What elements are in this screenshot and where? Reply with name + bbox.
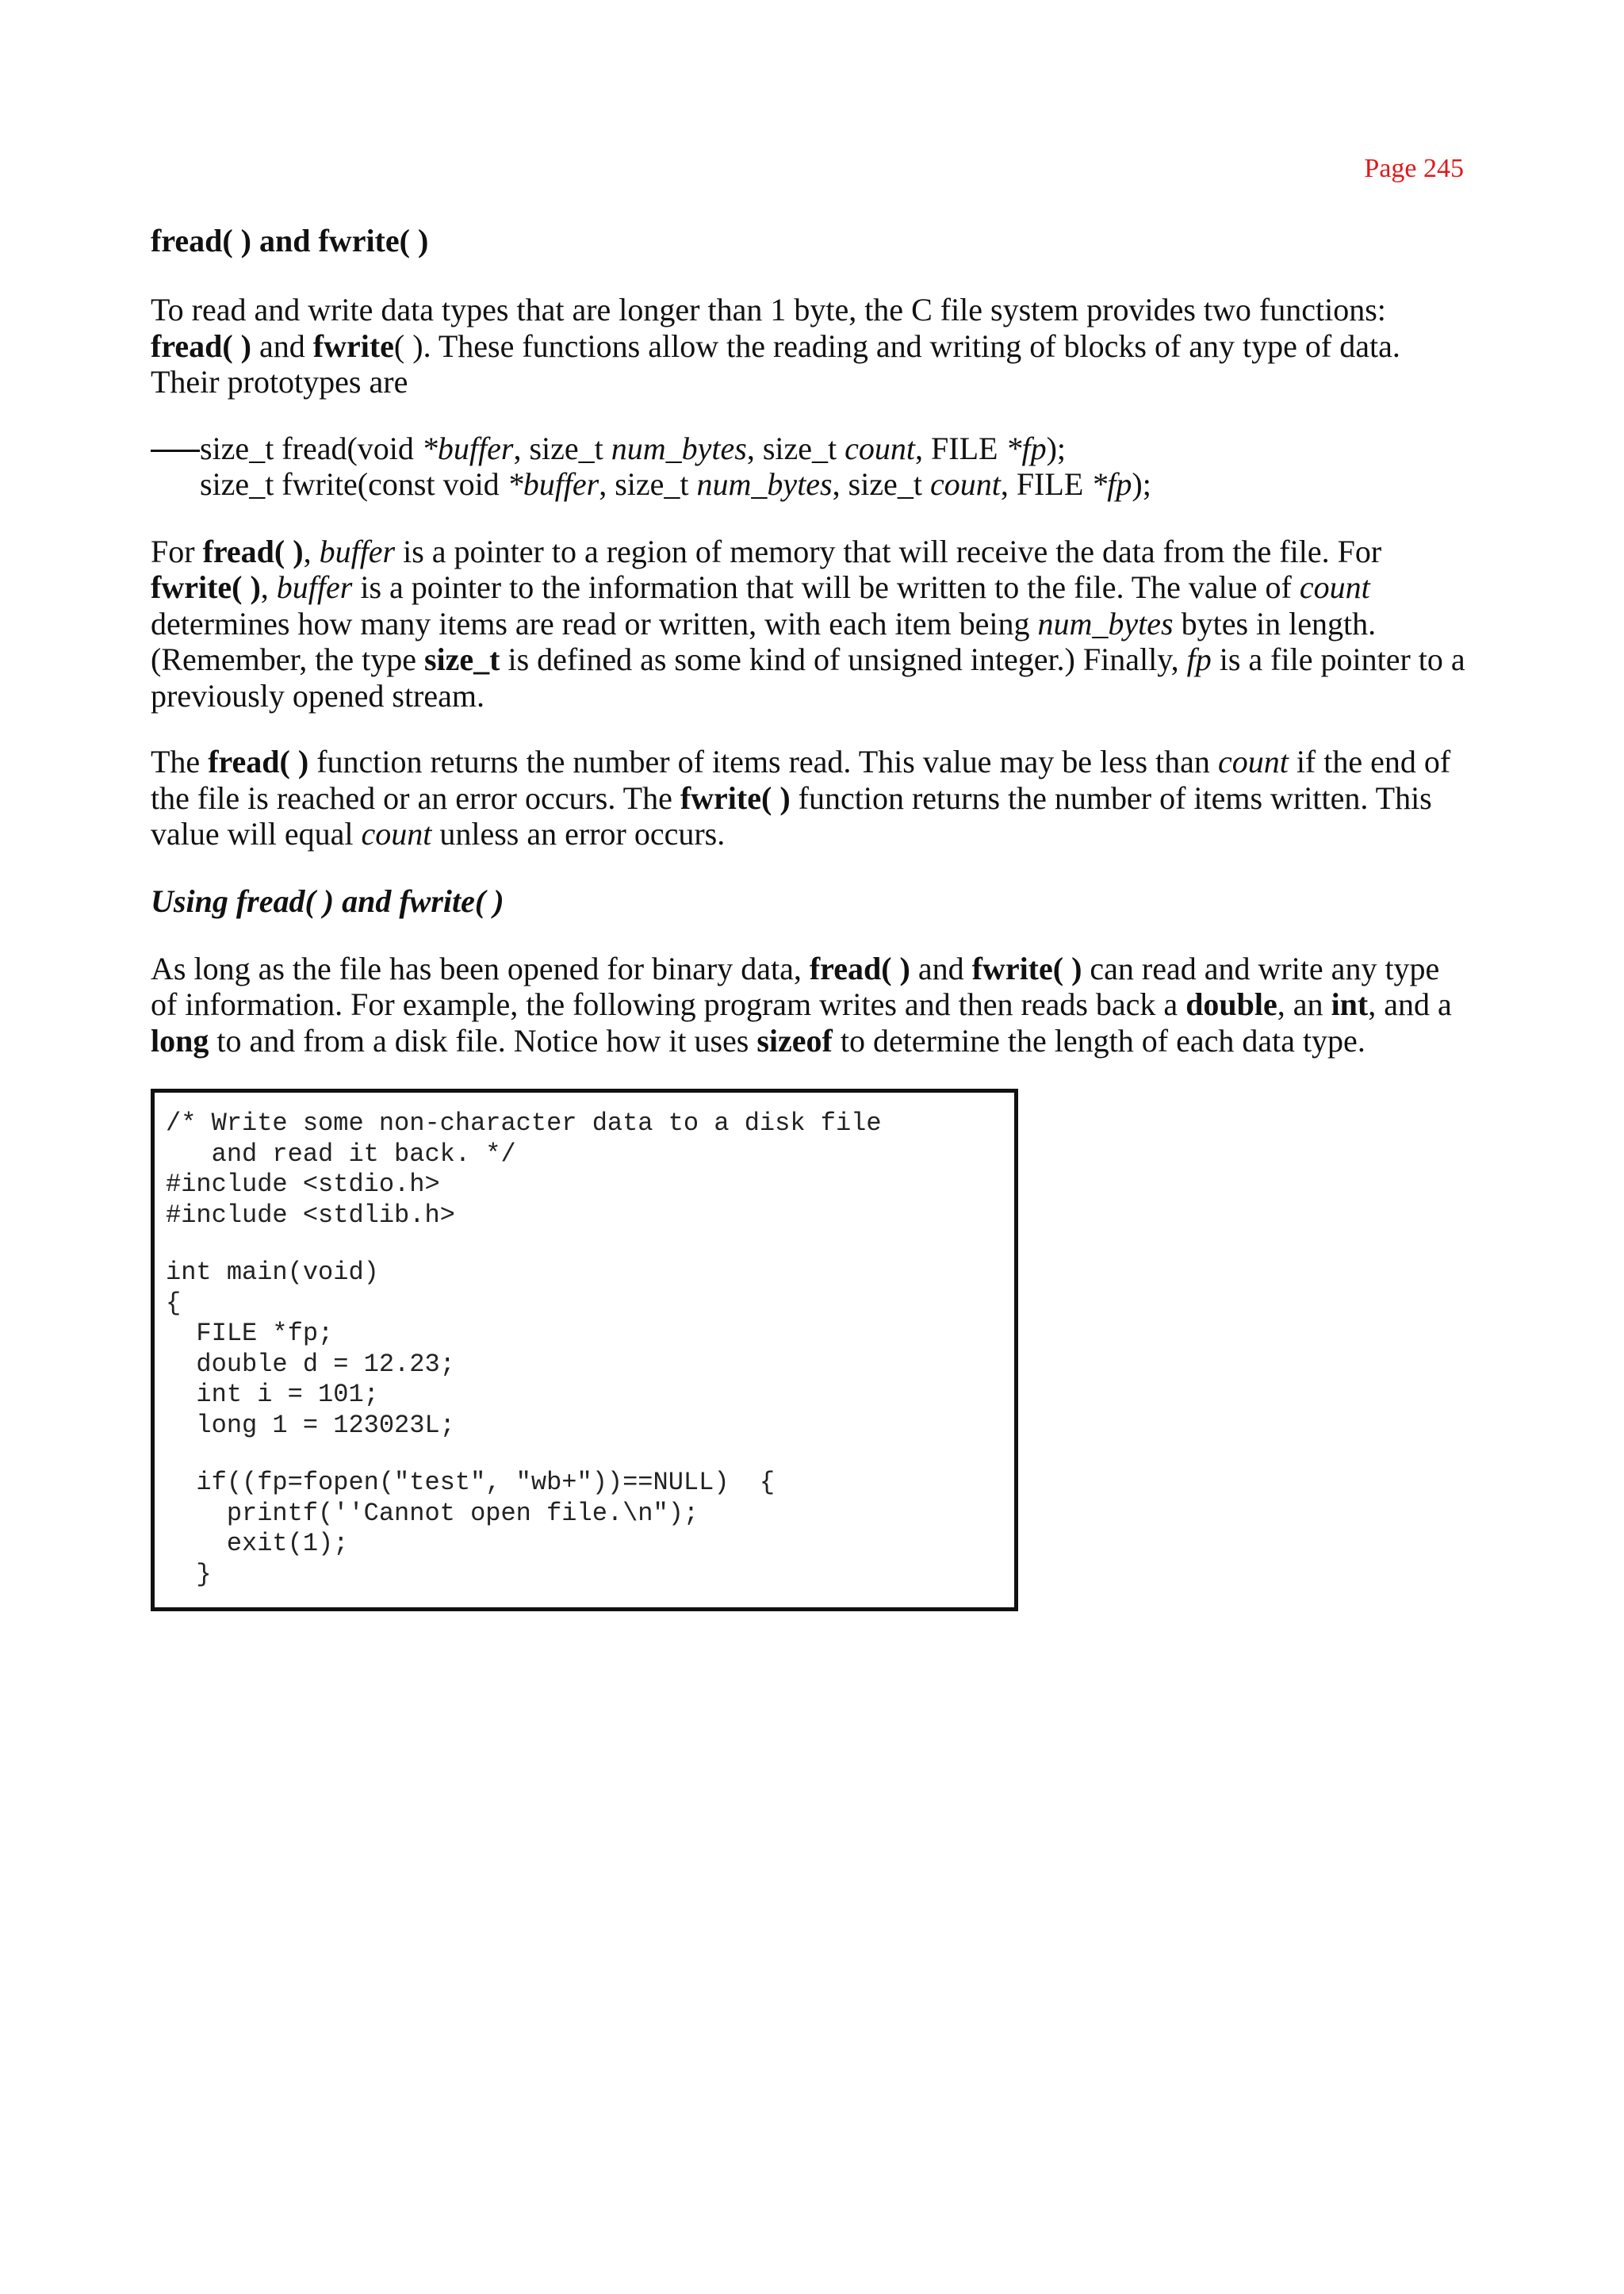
code-listing xyxy=(151,1089,1018,1611)
parameters-paragraph xyxy=(151,534,1472,714)
subsection-title: Using fread( ) and fwrite( ) xyxy=(151,883,504,919)
param-name: count xyxy=(845,430,916,466)
param-name: buffer xyxy=(319,533,396,569)
text-run: is a pointer to the information that will be written to the file. The value of xyxy=(352,569,1300,605)
code-line: double d = 12.23; xyxy=(166,1349,455,1379)
param-name: buffer xyxy=(276,569,353,605)
prototype-fwrite xyxy=(151,466,1472,502)
code-line: int i = 101; xyxy=(166,1380,379,1409)
code-line: { xyxy=(166,1288,182,1318)
page-number: Page 245 xyxy=(1364,154,1464,183)
param-name: count xyxy=(1299,569,1370,605)
text-run: , FILE xyxy=(915,430,1006,466)
code-line: int main(void) xyxy=(166,1258,379,1287)
text-run: is a pointer to a region of memory that will receive the data from the file. For xyxy=(395,533,1382,569)
text-run: , size_t xyxy=(832,465,930,502)
type-name: double xyxy=(1185,986,1277,1022)
param-name: *buffer xyxy=(421,430,514,466)
function-name: fread( ) xyxy=(202,533,304,569)
intro-paragraph xyxy=(151,292,1472,400)
text-run: function returns the number of items read. This value may be less than xyxy=(308,744,1218,779)
text-run: and xyxy=(910,950,972,986)
return-value-paragraph xyxy=(151,744,1472,852)
text-run: to determine the length of each data type. xyxy=(832,1022,1365,1059)
function-name: fwrite( ) xyxy=(971,950,1082,986)
text-run: size_t fwrite(const void xyxy=(200,465,508,502)
text-run: For xyxy=(151,533,203,569)
text-run: As long as the file has been opened for binary data, xyxy=(151,950,810,986)
function-name: fread( ) xyxy=(151,327,251,364)
param-name: num_bytes xyxy=(1037,605,1174,641)
text-run: bytes in length. (Remember, the type xyxy=(151,605,1377,677)
page-content xyxy=(151,222,1472,1611)
text-run: The xyxy=(151,744,209,779)
section-title: fread( ) and fwrite( ) xyxy=(151,223,429,259)
code-line: exit(1); xyxy=(166,1529,349,1558)
type-name: size_t xyxy=(423,641,500,677)
text-run: , and a xyxy=(1368,986,1452,1022)
function-name: fwrite xyxy=(312,327,394,364)
param-name: num_bytes xyxy=(611,430,747,466)
code-line: printf(''Cannot open file.\n"); xyxy=(166,1498,699,1528)
function-name: fwrite( ) xyxy=(680,779,791,816)
param-name: num_bytes xyxy=(696,465,833,502)
text-run: , FILE xyxy=(1000,465,1092,502)
text-run: determines how many items are read or written, with each item being xyxy=(151,605,1038,641)
text-run: to and from a disk file. Notice how it uses xyxy=(209,1022,757,1059)
param-name: count xyxy=(361,816,432,852)
text-run: function returns the number of items written. This value will equal xyxy=(151,779,1432,852)
text-run: size_t fread(void xyxy=(200,430,422,466)
keyword: sizeof xyxy=(756,1022,833,1059)
param-name: *fp xyxy=(1091,465,1132,502)
code-line: #include <stdio.h> xyxy=(166,1170,440,1199)
function-name: fread( ) xyxy=(208,744,309,779)
text-run: , size_t xyxy=(746,430,845,466)
param-name: fp xyxy=(1186,641,1212,677)
code-line: and read it back. */ xyxy=(166,1139,516,1169)
code-line: /* Write some non-character data to a disk file xyxy=(166,1109,882,1138)
text-run: unless an error occurs. xyxy=(431,816,726,852)
type-name: long xyxy=(151,1022,209,1059)
code-line: } xyxy=(166,1559,212,1589)
text-run: if the end of the file is reached or an error occurs. The xyxy=(151,744,1451,816)
text-run: ); xyxy=(1132,465,1151,502)
text-run: , xyxy=(260,569,277,605)
function-name: fread( ) xyxy=(809,950,910,986)
text-run: , an xyxy=(1277,986,1331,1022)
text-run: To read and write data types that are longer than 1 byte, the C file system provides two functions: xyxy=(151,292,1386,327)
code-blank-line xyxy=(166,1231,1014,1258)
param-name: *buffer xyxy=(507,465,599,502)
param-name: count xyxy=(929,465,1001,502)
text-run: is a file pointer to a previously opened stream. xyxy=(151,641,1465,714)
text-run: , xyxy=(303,533,320,569)
text-run: can read and write any type of information. For example, the following program writes and then reads back a xyxy=(151,950,1440,1022)
example-intro-paragraph xyxy=(151,951,1472,1059)
function-name: fwrite( ) xyxy=(151,569,261,605)
text-run: , size_t xyxy=(599,465,697,502)
prototype-fread xyxy=(151,431,1472,466)
param-name: *fp xyxy=(1005,430,1047,466)
prototypes xyxy=(151,431,1472,502)
text-run: and xyxy=(251,327,313,364)
code-line: FILE *fp; xyxy=(166,1319,334,1348)
text-run: , size_t xyxy=(513,430,611,466)
text-run: ); xyxy=(1046,430,1067,466)
code-line: #include <stdlib.h> xyxy=(166,1200,455,1230)
code-line: long 1 = 123023L; xyxy=(166,1410,455,1440)
code-blank-line xyxy=(166,1441,1014,1468)
prototype-dash xyxy=(151,450,200,452)
text-run: ( ). These functions allow the reading and writing of blocks of any type of data. Their prototypes are xyxy=(151,327,1400,400)
code-line: if((fp=fopen("test", "wb+"))==NULL) { xyxy=(166,1468,776,1497)
param-name: count xyxy=(1217,744,1289,779)
type-name: int xyxy=(1331,986,1369,1022)
text-run: is defined as some kind of unsigned integer.) Finally, xyxy=(500,641,1187,677)
